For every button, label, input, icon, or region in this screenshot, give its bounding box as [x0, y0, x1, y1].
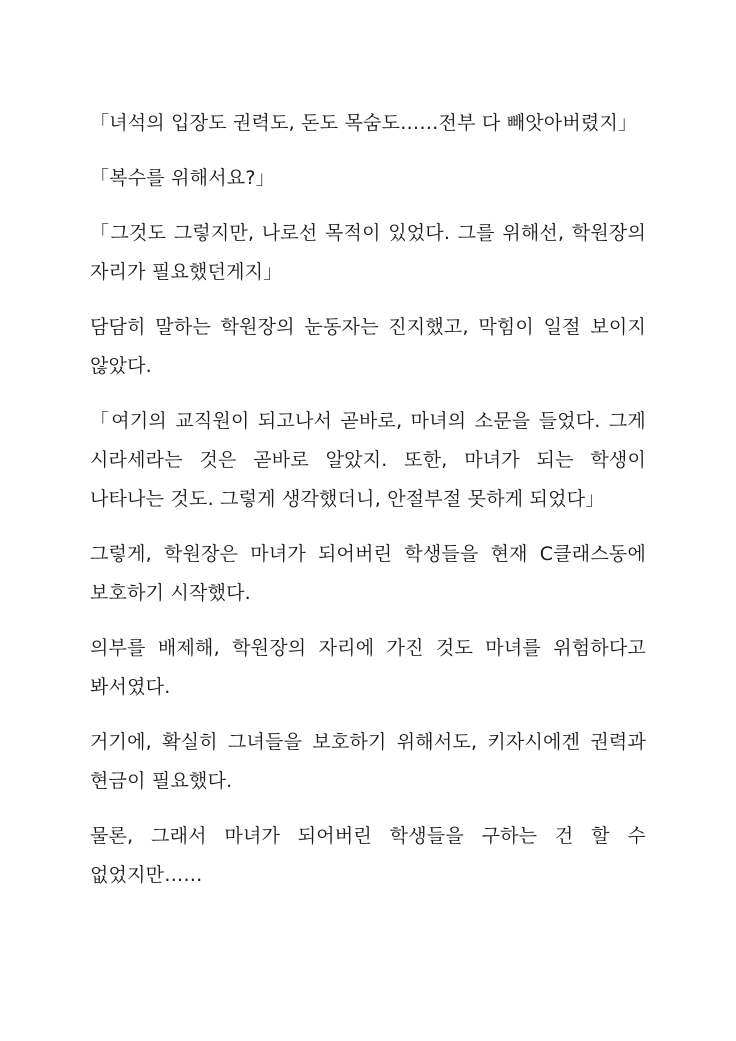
- paragraph: 의부를 배제해, 학원장의 자리에 가진 것도 마녀를 위험하다고 봐서였다.: [90, 637, 646, 698]
- paragraph: 그렇게, 학원장은 마녀가 되어버린 학생들을 현재 C클래스동에 보호하기 시작했다.: [90, 543, 646, 604]
- paragraph: 「그것도 그렇지만, 나로선 목적이 있었다. 그를 위해선, 학원장의 자리가 필요했던게지」: [90, 222, 646, 283]
- document-body: [90, 104, 646, 911]
- paragraph: 거기에, 확실히 그녀들을 보호하기 위해서도, 키자시에겐 권력과 현금이 필요했다.: [90, 731, 646, 792]
- paragraph: 담담히 말하는 학원장의 눈동자는 진지했고, 막힘이 일절 보이지 않았다.: [90, 316, 646, 377]
- paragraph: 「복수를 위해서요?」: [90, 167, 275, 189]
- paragraph: 「여기의 교직원이 되고나서 곧바로, 마녀의 소문을 들었다. 그게 시라세라는 것은 곧바로 알았지. 또한, 마녀가 되는 학생이 나타나는 것도. 그렇게 생각했더니, 안절부절 못하게 되었다」: [90, 410, 646, 510]
- paragraph: 물론, 그래서 마녀가 되어버린 학생들을 구하는 건 할 수 없었지만……: [90, 825, 646, 886]
- paragraph: 「녀석의 입장도 권력도, 돈도 목숨도……전부 다 빼앗아버렸지」: [90, 112, 638, 134]
